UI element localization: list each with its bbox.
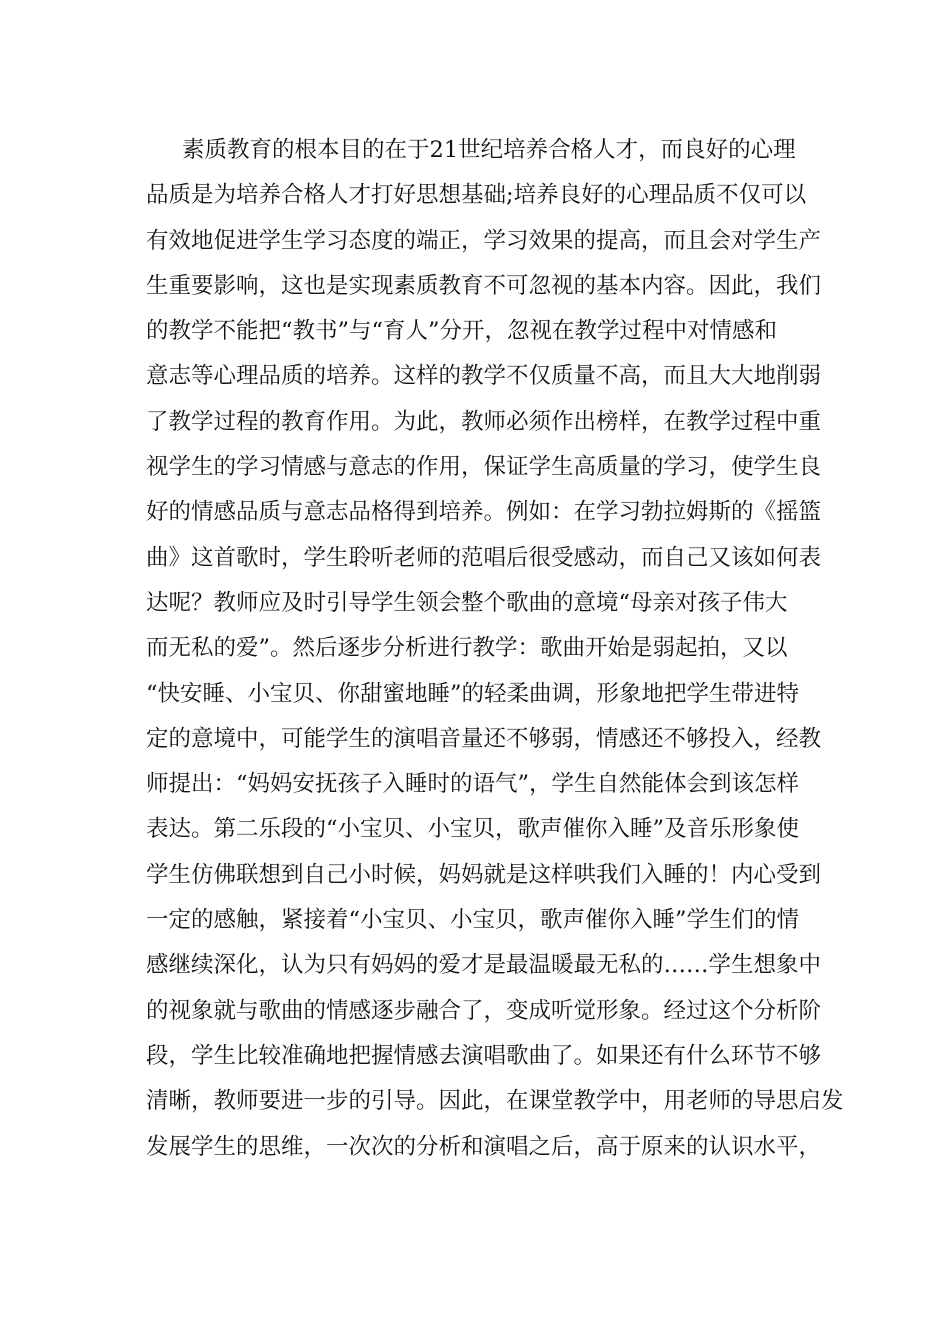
paragraph-line: 学生仿佛联想到自己小时候，妈妈就是这样哄我们入睡的！内心受到 — [146, 861, 822, 888]
paragraph-line: 素质教育的根本目的在于21世纪培养合格人才，而良好的心理 — [182, 137, 796, 163]
paragraph-line: 发展学生的思维，一次次的分析和演唱之后，高于原来的认识水平， — [146, 1133, 822, 1160]
paragraph-line: 品质是为培养合格人才打好思想基础;培养良好的心理品质不仅可以 — [146, 182, 807, 209]
paragraph-line: 段，学生比较准确地把握情感去演唱歌曲了。如果还有什么环节不够 — [146, 1042, 822, 1069]
paragraph-line: 了教学过程的教育作用。为此，教师必须作出榜样，在教学过程中重 — [146, 408, 822, 435]
paragraph-line: 生重要影响，这也是实现素质教育不可忽视的基本内容。因此，我们 — [146, 272, 822, 299]
paragraph-line: 表达。第二乐段的“小宝贝、小宝贝，歌声催你入睡”及音乐形象使 — [146, 816, 800, 843]
paragraph-line: 视学生的学习情感与意志的作用，保证学生高质量的学习，使学生良 — [146, 454, 822, 481]
paragraph-line: 意志等心理品质的培养。这样的教学不仅质量不高，而且大大地削弱 — [146, 363, 822, 390]
paragraph-line: 清晰，教师要进一步的引导。因此，在课堂教学中，用老师的导思启发 — [146, 1088, 844, 1115]
paragraph-line: 好的情感品质与意志品格得到培养。例如：在学习勃拉姆斯的《摇篮 — [146, 499, 822, 526]
paragraph-line: 的教学不能把“教书”与“育人”分开，忽视在教学过程中对情感和 — [146, 318, 778, 345]
paragraph-line: 达呢？教师应及时引导学生领会整个歌曲的意境“母亲对孩子伟大 — [146, 589, 788, 616]
paragraph-line: “快安睡、小宝贝、你甜蜜地睡”的轻柔曲调，形象地把学生带进特 — [146, 680, 800, 707]
paragraph-line: 的视象就与歌曲的情感逐步融合了，变成听觉形象。经过这个分析阶 — [146, 997, 822, 1024]
paragraph-line: 曲》这首歌时，学生聆听老师的范唱后很受感动，而自己又该如何表 — [146, 544, 822, 571]
paragraph-line: 一定的感触，紧接着“小宝贝、小宝贝，歌声催你入睡”学生们的情 — [146, 907, 800, 934]
paragraph-line: 感继续深化，认为只有妈妈的爱才是最温暖最无私的……学生想象中 — [146, 952, 822, 979]
paragraph-line: 师提出：“妈妈安抚孩子入睡时的语气”，学生自然能体会到该怎样 — [146, 771, 800, 798]
paragraph-line: 有效地促进学生学习态度的端正，学习效果的提高，而且会对学生产 — [146, 227, 822, 254]
paragraph-line: 而无私的爱”。然后逐步分析进行教学：歌曲开始是弱起拍，又以 — [146, 635, 788, 662]
paragraph-line: 定的意境中，可能学生的演唱音量还不够弱，情感还不够投入，经教 — [146, 725, 822, 752]
body-paragraph — [146, 128, 844, 1170]
